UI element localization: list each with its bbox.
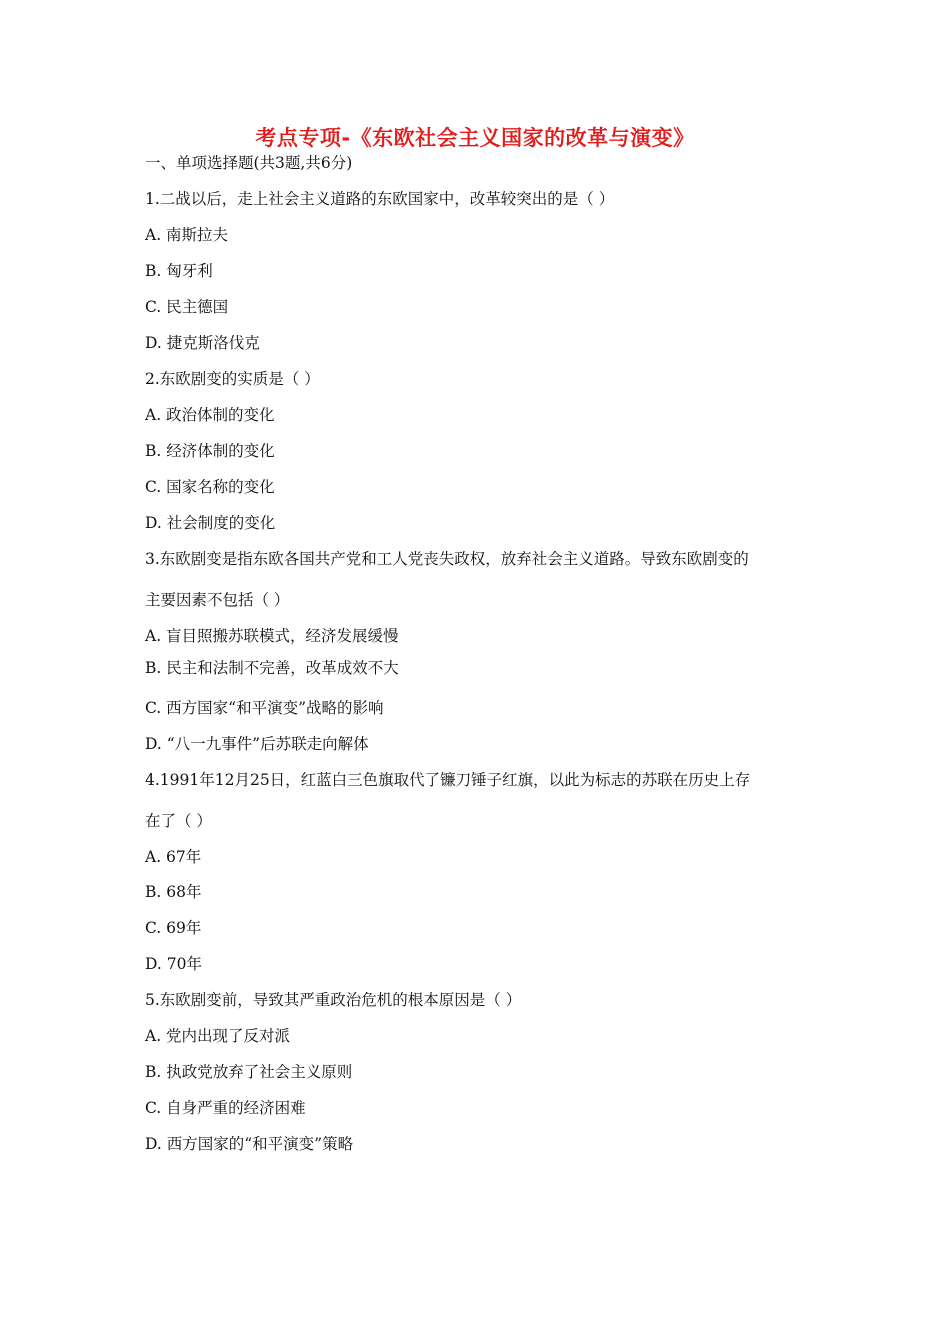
option-c: C. 69年: [145, 919, 202, 937]
question-stem-continued: 主要因素不包括（ ）: [145, 591, 290, 609]
option-a: A. 盲目照搬苏联模式，经济发展缓慢: [145, 627, 399, 645]
option-c: C. 国家名称的变化: [145, 478, 275, 496]
option-b: B. 匈牙利: [145, 262, 213, 280]
option-d: D. 捷克斯洛伐克: [145, 334, 260, 352]
option-d: D. 西方国家的“和平演变”策略: [145, 1135, 354, 1153]
option-d: D. 70年: [145, 955, 202, 973]
section-heading: 一、单项选择题(共3题,共6分): [145, 154, 353, 172]
option-b: B. 经济体制的变化: [145, 442, 275, 460]
option-b: B. 执政党放弃了社会主义原则: [145, 1063, 353, 1081]
question-stem: 4.1991年12月25日，红蓝白三色旗取代了镰刀锤子红旗，以此为标志的苏联在历史上存: [145, 771, 751, 789]
option-a: A. 党内出现了反对派: [145, 1027, 291, 1045]
option-c: C. 自身严重的经济困难: [145, 1099, 306, 1117]
option-a: A. 南斯拉夫: [145, 226, 229, 244]
option-c: C. 民主德国: [145, 298, 229, 316]
question-stem: 1.二战以后，走上社会主义道路的东欧国家中，改革较突出的是（ ）: [145, 190, 615, 208]
option-a: A. 67年: [145, 848, 202, 866]
option-d: D. 社会制度的变化: [145, 514, 276, 532]
question-stem: 2.东欧剧变的实质是（ ）: [145, 370, 320, 388]
option-b: B. 68年: [145, 883, 202, 901]
option-c: C. 西方国家“和平演变”战略的影响: [145, 699, 384, 717]
question-stem-continued: 在了（ ）: [145, 812, 212, 830]
question-stem: 5.东欧剧变前，导致其严重政治危机的根本原因是（ ）: [145, 991, 522, 1009]
option-a: A. 政治体制的变化: [145, 406, 275, 424]
question-stem: 3.东欧剧变是指东欧各国共产党和工人党丧失政权，放弃社会主义道路。导致东欧剧变的: [145, 550, 749, 568]
option-b: B. 民主和法制不完善，改革成效不大: [145, 659, 399, 677]
option-d: D. “八一九事件”后苏联走向解体: [145, 735, 369, 753]
page-title: 考点专项-《东欧社会主义国家的改革与演变》: [255, 126, 695, 150]
